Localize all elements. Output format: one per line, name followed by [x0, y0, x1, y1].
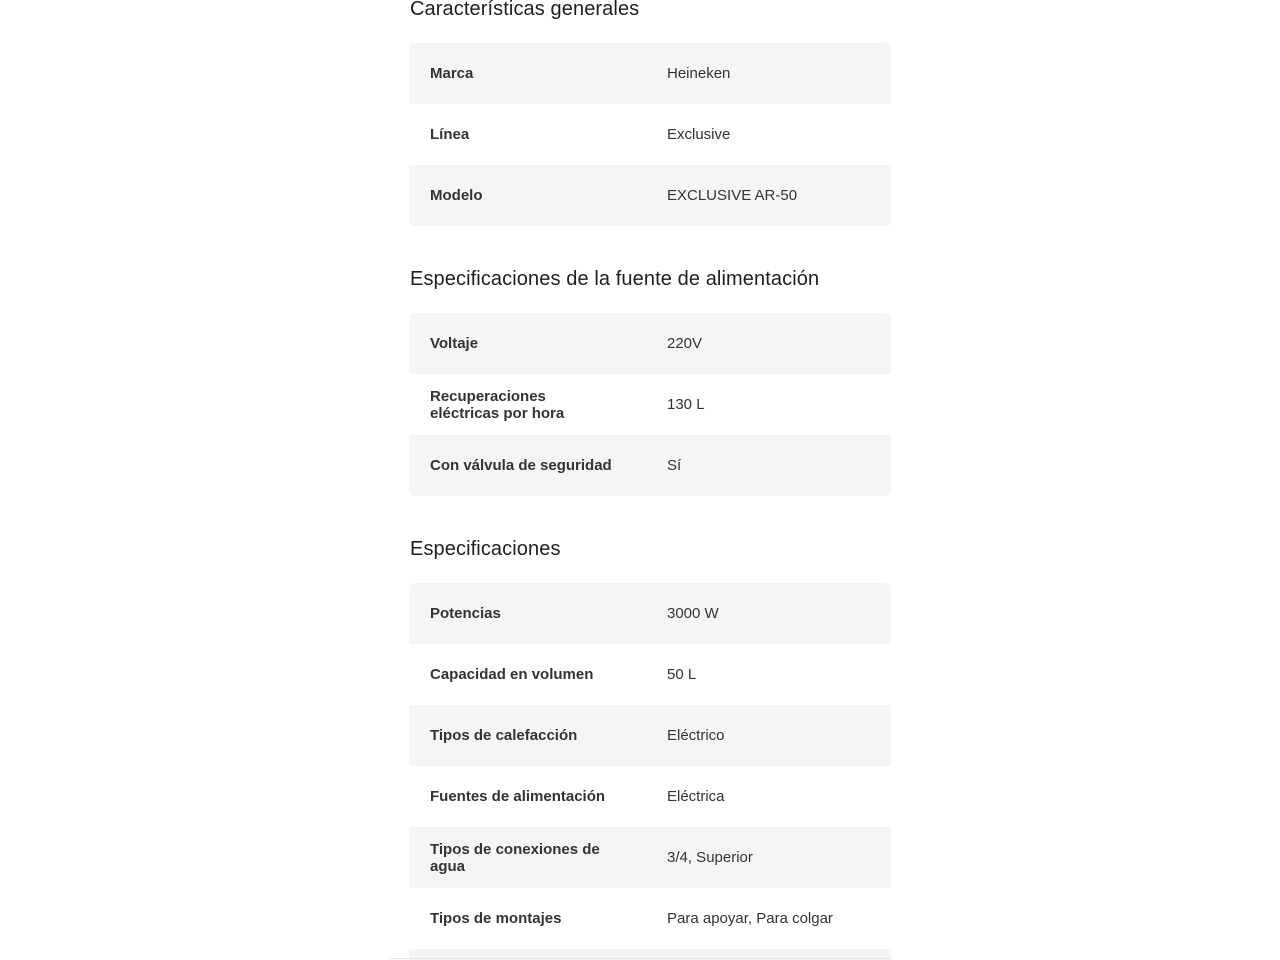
row-value: 3000 W: [667, 605, 719, 622]
row-label: Modelo: [430, 187, 483, 204]
table-row: [409, 644, 891, 705]
row-value: Sí: [667, 457, 682, 474]
table-row: [409, 43, 891, 104]
section-title-power-supply: Especificaciones de la fuente de alimentación: [410, 268, 820, 290]
row-label: Recuperaciones eléctricas por hora: [430, 387, 565, 422]
row-value: Eléctrico: [667, 727, 725, 744]
divider: [389, 958, 891, 959]
row-label: Tipos de calefacción: [430, 727, 578, 744]
row-label: Voltaje: [430, 335, 479, 352]
row-label: Con válvula de seguridad: [430, 457, 612, 474]
table-row: [409, 705, 891, 766]
row-label: Tipos de montajes: [430, 910, 562, 927]
row-label: Tipos de conexiones de agua: [430, 840, 600, 875]
table-row: [409, 888, 891, 949]
spec-table-power-supply: [409, 313, 891, 496]
table-row: [409, 583, 891, 644]
table-row: [409, 374, 891, 435]
spec-table-specifications: [409, 583, 891, 960]
row-value: Eléctrica: [667, 788, 725, 805]
row-value: 220V: [667, 335, 703, 352]
table-row: [409, 827, 891, 888]
table-row: [409, 165, 891, 226]
section-title-specifications: Especificaciones: [410, 538, 561, 560]
section-title-general: Características generales: [410, 0, 640, 20]
row-value: EXCLUSIVE AR-50: [667, 187, 798, 204]
row-value: 50 L: [667, 666, 697, 683]
row-value: Para apoyar, Para colgar: [667, 910, 833, 927]
table-row: [409, 766, 891, 827]
table-row: [409, 313, 891, 374]
row-value: 3/4, Superior: [667, 849, 753, 866]
row-value: Heineken: [667, 65, 731, 82]
row-value: 130 L: [667, 396, 705, 413]
spec-table-general: [409, 43, 891, 226]
row-value: Exclusive: [667, 126, 731, 143]
table-row: [409, 435, 891, 496]
row-label: Fuentes de alimentación: [430, 788, 606, 805]
table-row: [409, 104, 891, 165]
row-label: Línea: [430, 126, 470, 143]
row-label: Potencias: [430, 605, 501, 622]
row-label: Marca: [430, 65, 474, 82]
row-label: Capacidad en volumen: [430, 666, 594, 683]
